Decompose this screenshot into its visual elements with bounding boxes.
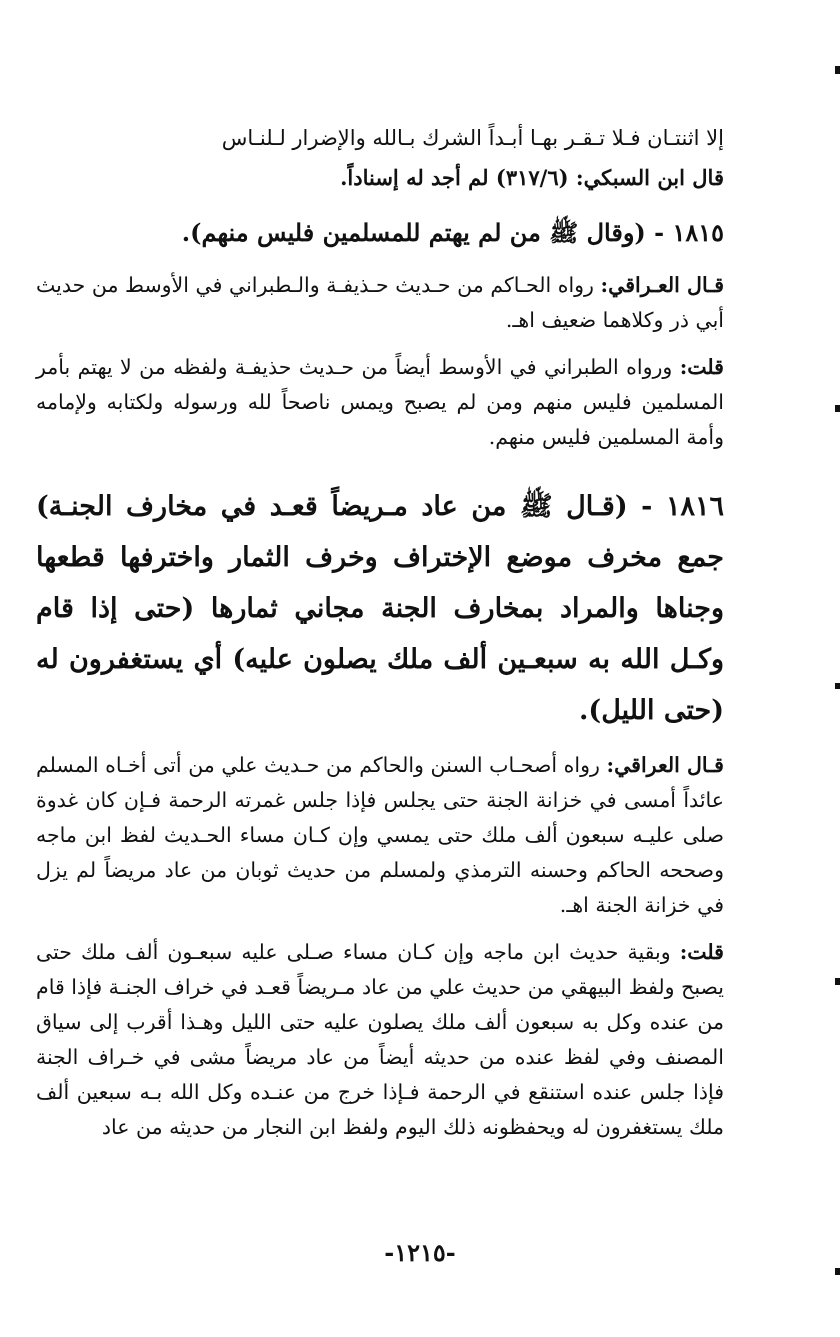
scan-edge-mark	[835, 978, 840, 985]
iraqi-text-1815: رواه الحـاكم من حـديث حـذيفـة والـطبراني في الأوسط من حديث أبي ذر وكلاهما ضعيف اهـ.	[36, 273, 724, 332]
scan-edge-mark	[835, 1268, 840, 1275]
source-line	[36, 158, 724, 198]
qult-label-1815: قلت:	[679, 355, 724, 379]
hadith-heading-1816	[36, 481, 724, 736]
scan-edge-mark	[835, 66, 840, 74]
iraqi-note-1816	[36, 748, 724, 923]
iraqi-label-1815: قـال العـراقي:	[600, 273, 724, 297]
qult-note-1815	[36, 350, 724, 455]
hadith-text-1815: - (وقال ﷺ من لم يهتم للمسلمين فليس منهم).	[181, 218, 665, 247]
iraqi-note-1815	[36, 268, 724, 338]
page-number: -١٢١٥-	[384, 1238, 456, 1267]
iraqi-text-1816: رواه أصحـاب السنن والحاكم من حـديث علي من أتى أخـاه المسلم عائداً أمسى في خزانة الجنة حتى يجلس فإذا جلس غمرته الرحمة فـإن كان غدوة صلى عليـه سبعون ألف ملك حتى يمسي وإن كـان مساء الحـديث لفظ ابن ماجه وصححه الحاكم وحسنه الترمذي ولمسلم من حديث ثوبان من عاد مريضاً لم يزل في خزانة الجنة اهـ.	[36, 753, 724, 917]
page-text	[36, 118, 724, 1157]
qult-label-1816: قلت:	[679, 940, 724, 964]
qult-text-1816: وبقية حديث ابن ماجه وإن كـان مساء صـلى عليه سبعـون ألف ملك حتى يصبح ولفظ البيهقي من حديث علي من عاد مـريضاً قعـد في خراف الجنـة فإذا قام من عنده وكل به سبعون ألف ملك يصلون عليه حتى الليل وهـذا أقرب إلى سياق المصنف وفي لفظ عنده من حديثه أيضاً من عاد مريضاً مشى في خـراف الجنة فإذا جلس عنده استنقع في الرحمة فـإذا خرج من عنـده وكل الله بـه سبعين ألف ملك يستغفرون له ويحفظونه ذلك اليوم ولفظ ابن النجار من حديثه من عاد	[36, 940, 724, 1139]
scan-edge-mark	[835, 405, 840, 412]
hadith-text-1816: - (قـال ﷺ من عاد مـريضاً قعـد في مخارف الجنـة) جمع مخرف موضع الإختراف وخرف الثمار واخترفها قطعها وجناها والمراد بمخارف الجنة مجاني ثمارها (حتى إذا قام وكـل الله به سبعـين ألف ملك يصلون عليه) أي يستغفرون له (حتى الليل).	[36, 491, 724, 726]
hadith-heading-1815	[36, 208, 724, 258]
scan-edge-mark	[835, 683, 840, 689]
iraqi-label-1816: قـال العراقي:	[606, 753, 724, 777]
hadith-number-1815: ١٨١٥	[672, 218, 724, 247]
hadith-number-1816: ١٨١٦	[665, 491, 724, 522]
continued-line: إلا اثنتـان فـلا تـقـر بهـا أبـداً الشرك بـالله والإضرار لـلنـاس	[221, 126, 724, 150]
source-line-text: قال ابن السبكي: (٣١٧/٦) لم أجد له إسناداً.	[340, 165, 724, 190]
qult-note-1816	[36, 935, 724, 1145]
qult-text-1815: ورواه الطبراني في الأوسط أيضاً من حـديث حذيفـة ولفظه من لا يهتم بأمر المسلمين فليس منهم ومن لم يصبح ويمس ناصحاً لله ورسوله ولكتابه ولإمامه وأمة المسلمين فليس منهم.	[36, 355, 724, 449]
